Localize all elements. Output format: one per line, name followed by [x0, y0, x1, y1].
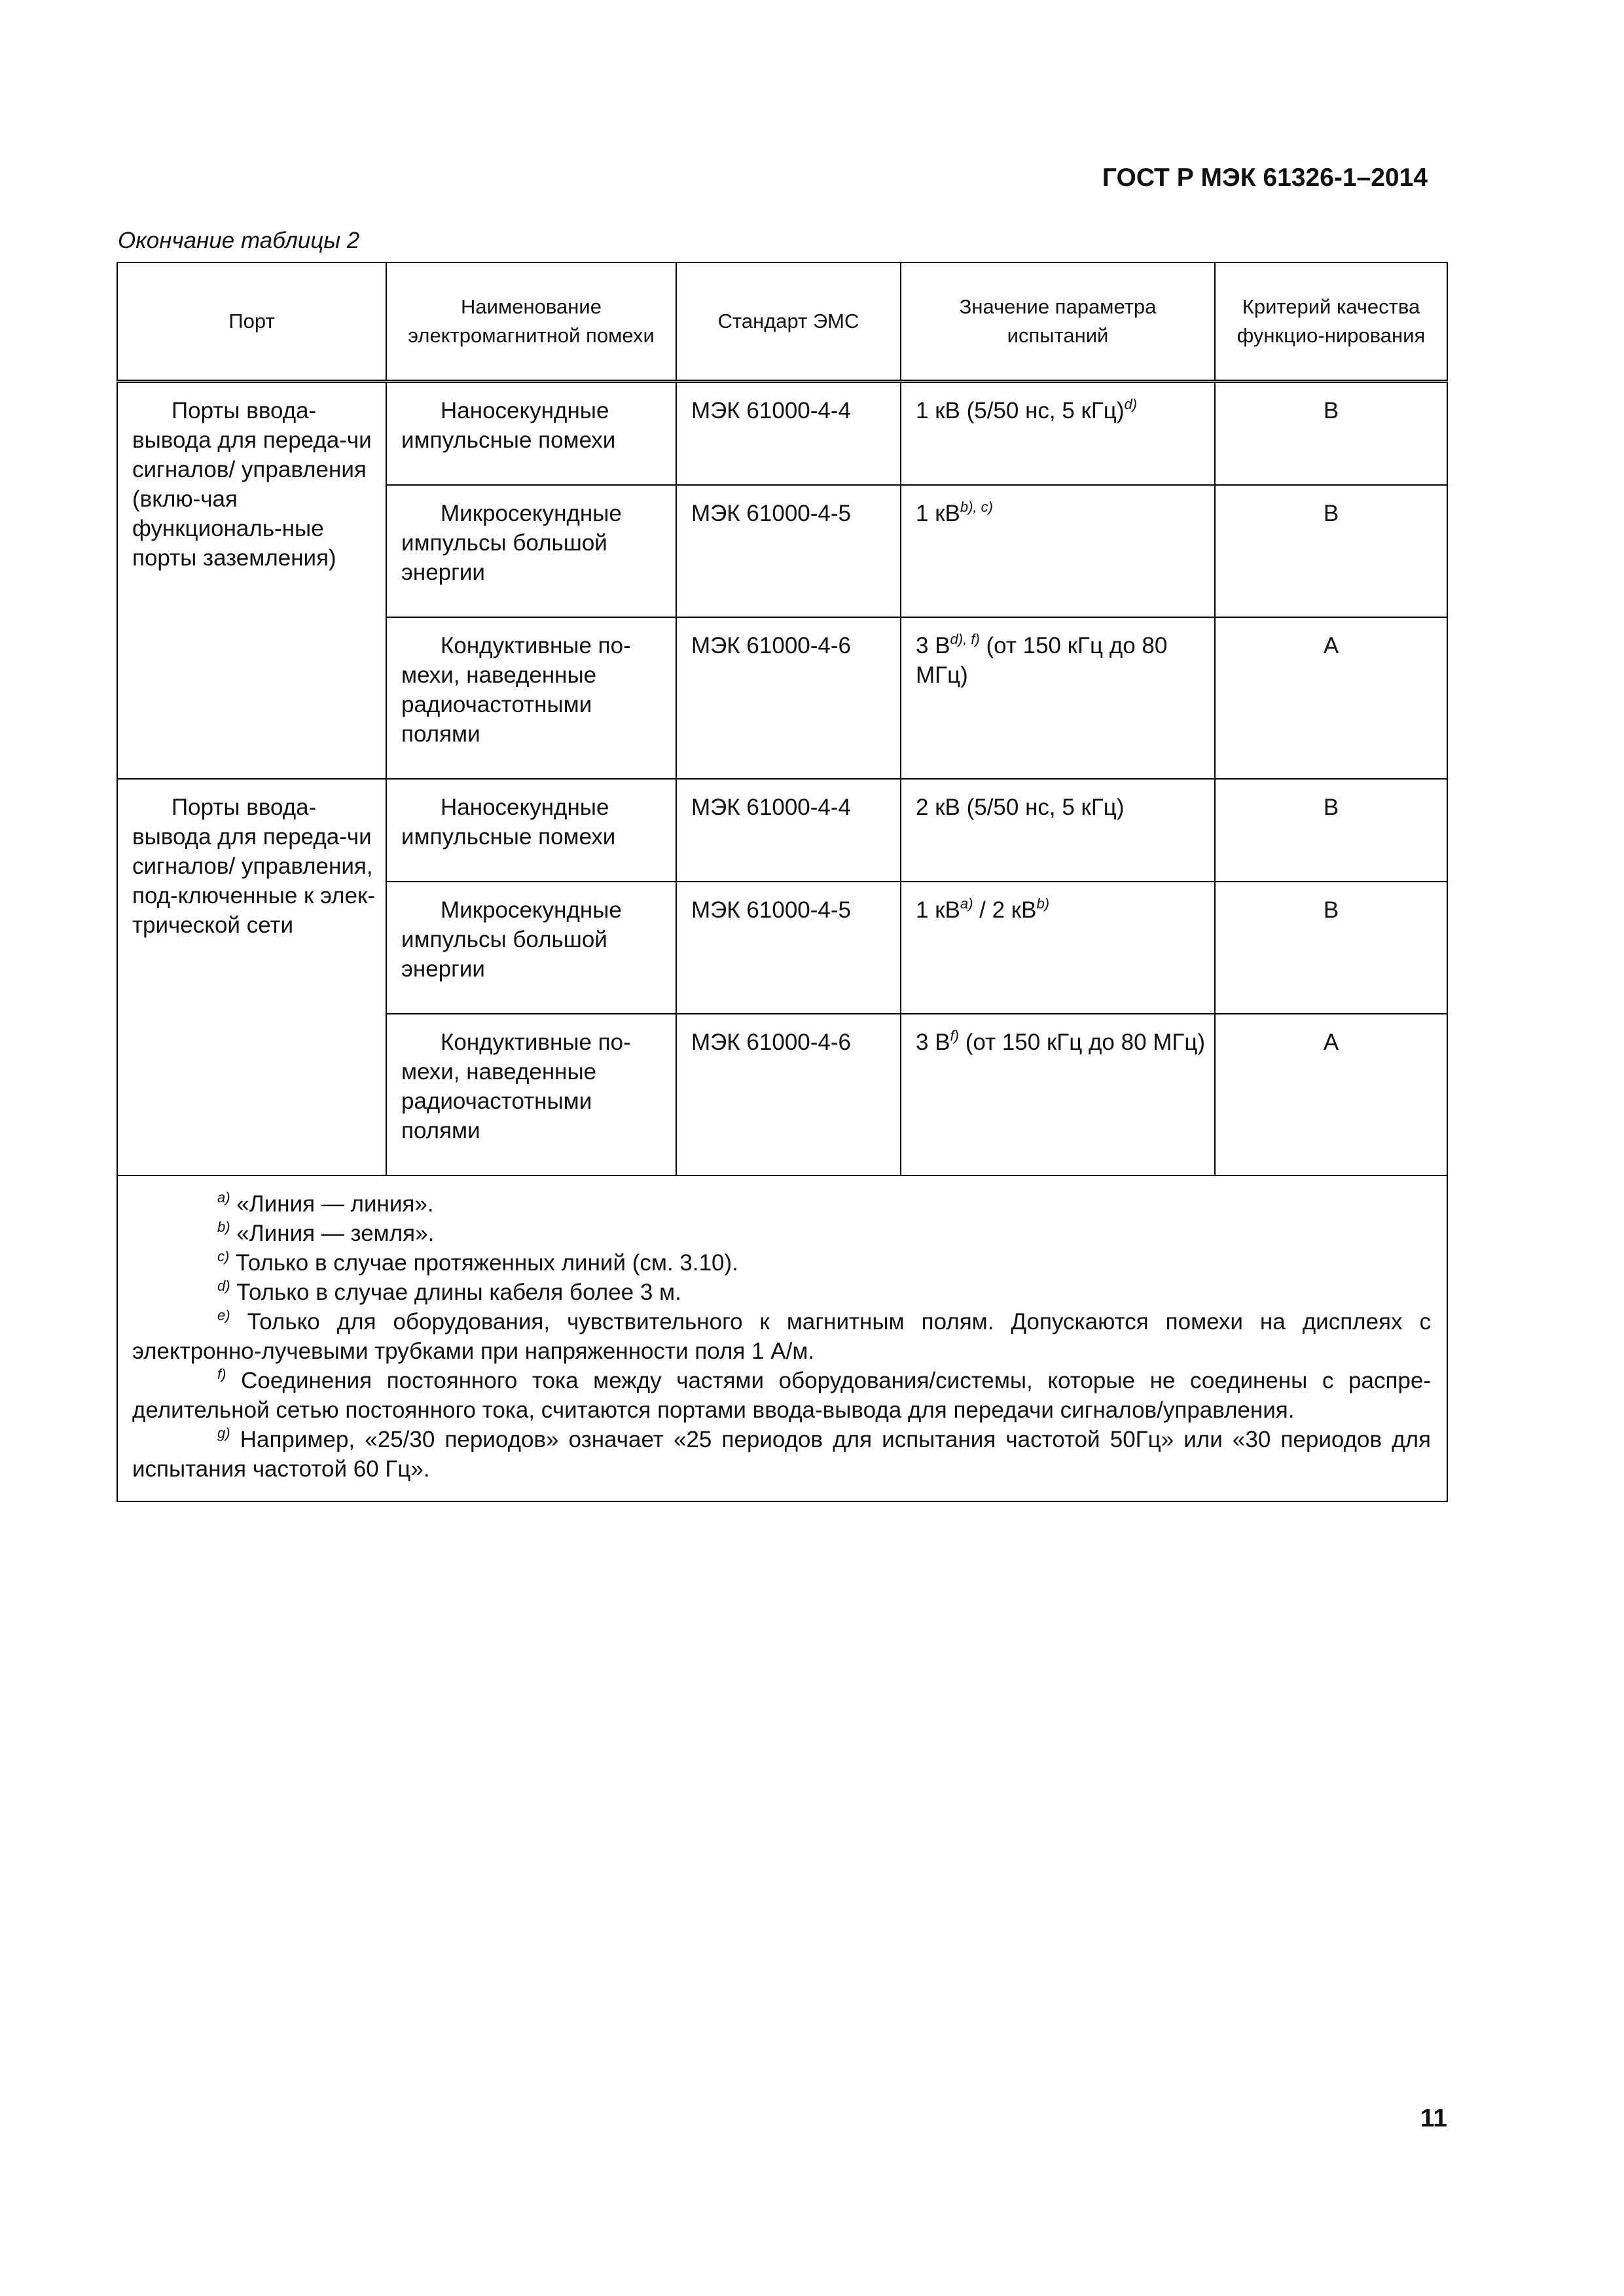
disturbance-cell: Микросекундные импульсы большой энергии [386, 485, 676, 617]
emc-test-table [117, 262, 1448, 1502]
footnote [132, 1248, 1431, 1278]
table-row [117, 382, 1447, 486]
footnote [132, 1219, 1431, 1248]
footnote [132, 1278, 1431, 1307]
standard-cell: МЭК 61000-4-4 [676, 382, 901, 486]
criterion-cell: B [1215, 485, 1447, 617]
value-second: / 2 кВ [973, 897, 1037, 923]
value-text: 1 кВ [916, 501, 960, 526]
footnotes [117, 1175, 1447, 1501]
footnote-text: Например, «25/30 периодов» означает «25 периодов для испытания частотой 50Гц» или «30 периодов для испытания частотой 60 Гц». [132, 1427, 1431, 1482]
value-cell [901, 779, 1215, 882]
standard-cell: МЭК 61000-4-5 [676, 882, 901, 1014]
table-caption: Окончание таблицы 2 [118, 228, 360, 253]
criterion-cell: A [1215, 1014, 1447, 1175]
footnote-ref: b) [1036, 895, 1050, 912]
footnote-text: Только в случае протяженных линий (см. 3.10). [236, 1250, 738, 1276]
standard-cell: МЭК 61000-4-6 [676, 617, 901, 779]
value-text: 1 кВ [916, 897, 960, 923]
criterion-cell: A [1215, 617, 1447, 779]
standard-cell: МЭК 61000-4-4 [676, 779, 901, 882]
footnote-text: Соединения постоянного тока между частями оборудования/системы, которые не соединены с распре-делительной сетью постоянного тока, считаются портами ввода-вывода для передачи сигналов/управления. [132, 1368, 1431, 1423]
footnote-mark: g) [217, 1425, 230, 1441]
footnote-text: «Линия — земля». [236, 1221, 435, 1246]
footnote-ref: f) [950, 1028, 959, 1044]
footnote-mark: c) [217, 1248, 230, 1265]
footnote-ref: d) [1124, 396, 1138, 412]
document-id: ГОСТ Р МЭК 61326-1–2014 [1102, 164, 1428, 192]
disturbance-cell: Кондуктивные по-мехи, наведенные радиочастотными полями [386, 617, 676, 779]
value-cell [901, 382, 1215, 486]
footnote-ref: d), f) [950, 631, 980, 647]
standard-cell: МЭК 61000-4-6 [676, 1014, 901, 1175]
footnote [132, 1189, 1431, 1219]
value-text: 1 кВ (5/50 нс, 5 кГц) [916, 398, 1125, 423]
value-text: 3 В [916, 1030, 950, 1055]
value-text: 3 В [916, 633, 950, 658]
footnote-ref: b), c) [960, 499, 993, 515]
standard-cell: МЭК 61000-4-5 [676, 485, 901, 617]
criterion-cell: B [1215, 882, 1447, 1014]
footnote-mark: d) [217, 1278, 230, 1294]
footnote-mark: f) [217, 1366, 226, 1382]
footnote [132, 1366, 1431, 1425]
value-range: (от 150 кГц до 80 МГц) [959, 1030, 1206, 1055]
disturbance-cell: Наносекундные импульсные помехи [386, 382, 676, 486]
value-cell [901, 1014, 1215, 1175]
disturbance-cell: Кондуктивные по-мехи, наведенные радиочастотными полями [386, 1014, 676, 1175]
value-text: 2 кВ (5/50 нс, 5 кГц) [916, 795, 1125, 820]
criterion-cell: B [1215, 779, 1447, 882]
footnotes-row [117, 1175, 1447, 1501]
disturbance-cell: Микросекундные импульсы большой энергии [386, 882, 676, 1014]
port-cell: Порты ввода-вывода для переда-чи сигналов/ управления, под-ключенные к элек-трической сети [117, 779, 386, 1175]
footnote-mark: e) [217, 1307, 230, 1323]
port-cell: Порты ввода-вывода для переда-чи сигналов/ управления (вклю-чая функциональ-ные порты заземления) [117, 382, 386, 780]
header-port: Порт [117, 262, 386, 382]
disturbance-cell: Наносекундные импульсные помехи [386, 779, 676, 882]
table-row [117, 779, 1447, 882]
footnote [132, 1425, 1431, 1484]
page-number: 11 [1420, 2104, 1447, 2132]
table-header-row [117, 262, 1447, 382]
value-cell [901, 617, 1215, 779]
footnote-text: «Линия — линия». [236, 1191, 434, 1217]
value-cell [901, 485, 1215, 617]
footnote-ref: a) [960, 895, 973, 912]
header-disturbance: Наименование электромагнитной помехи [386, 262, 676, 382]
criterion-cell: B [1215, 382, 1447, 486]
header-criterion: Критерий качества функцио-нирования [1215, 262, 1447, 382]
header-standard: Стандарт ЭМС [676, 262, 901, 382]
value-cell [901, 882, 1215, 1014]
footnote [132, 1307, 1431, 1366]
header-test-value: Значение параметра испытаний [901, 262, 1215, 382]
footnote-mark: a) [217, 1189, 230, 1206]
footnote-mark: b) [217, 1219, 230, 1235]
footnote-text: Только для оборудования, чувствительного к магнитным полям. Допускаются помехи на дисплеях с электронно-лучевыми трубками при напряженности поля 1 А/м. [132, 1309, 1431, 1364]
footnote-text: Только в случае длины кабеля более 3 м. [236, 1280, 681, 1305]
value-range: (от 150 кГц до 80 МГц) [916, 633, 1168, 688]
